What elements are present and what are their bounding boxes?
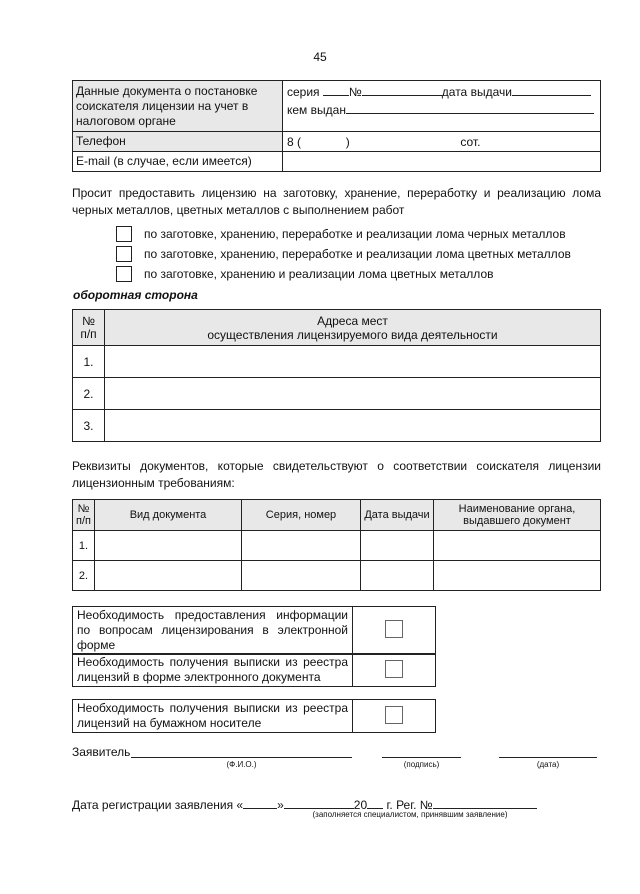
- org-cell[interactable]: [434, 561, 601, 591]
- need-checkbox[interactable]: [385, 706, 403, 724]
- option-checkbox[interactable]: [116, 226, 132, 242]
- applicant-label: Заявитель: [72, 745, 131, 759]
- year-prefix: 20: [353, 798, 368, 812]
- signature-caption: (подпись): [403, 760, 440, 769]
- option-checkbox[interactable]: [116, 266, 132, 282]
- address-cell[interactable]: [105, 346, 601, 378]
- need-label: Необходимость предоставления информации по вопросам лицензирования в электронной форме: [73, 607, 353, 655]
- need-checkbox-cell[interactable]: [353, 654, 436, 687]
- reg-month-field[interactable]: [284, 797, 354, 809]
- col-num-header: № п/п: [73, 500, 95, 531]
- date-line[interactable]: [499, 757, 597, 758]
- tax-doc-fields: [283, 81, 601, 132]
- number-field[interactable]: [362, 84, 442, 96]
- fio-line[interactable]: [131, 757, 352, 758]
- col-org-header: Наименование органа, выдавшего документ: [434, 500, 601, 531]
- need-checkbox[interactable]: [385, 620, 403, 638]
- signature-line[interactable]: [382, 757, 461, 758]
- reg-number-field[interactable]: [433, 797, 537, 809]
- option-label: по заготовке, хранению, переработке и реализации лома цветных металлов: [144, 247, 571, 261]
- need-label: Необходимость получения выписки из реестра лицензий в форме электронного документа: [73, 654, 353, 687]
- seria-field[interactable]: [323, 84, 349, 96]
- need-label: Необходимость получения выписки из реестра лицензий на бумажном носителе: [73, 700, 353, 733]
- doc-type-cell[interactable]: [95, 531, 242, 561]
- issued-by-field[interactable]: [346, 102, 594, 114]
- phone-label: Телефон: [73, 132, 283, 152]
- need-electronic-info: [72, 606, 436, 655]
- col-num-header: № п/п: [73, 310, 105, 346]
- need-electronic-extract: [72, 653, 436, 687]
- col-series-header: Серия, номер: [242, 500, 361, 531]
- phone-field[interactable]: [283, 132, 601, 152]
- year-suffix: г.: [386, 798, 393, 812]
- number-label: №: [348, 85, 362, 99]
- option-label: по заготовке, хранению, переработке и реализации лома черных металлов: [144, 227, 566, 241]
- date-cell[interactable]: [361, 561, 434, 591]
- seria-label: серия: [287, 85, 320, 99]
- request-text: Просит предоставить лицензию на заготовку, хранение, переработку и реализацию лома черных металлов, цветных металлов с выполнением работ: [72, 186, 601, 217]
- date-cell[interactable]: [361, 531, 434, 561]
- col-address-header: Адреса мест осуществления лицензируемого вида деятельности: [105, 310, 601, 346]
- fio-caption: (Ф.И.О.): [226, 760, 257, 769]
- option-row: [116, 265, 494, 283]
- phone-close: ): [345, 134, 350, 149]
- option-checkbox[interactable]: [116, 246, 132, 262]
- row-number: 1.: [73, 531, 95, 561]
- addresses-table: [72, 309, 601, 442]
- phone-prefix: 8 (: [287, 134, 302, 149]
- requisites-text: Реквизиты документов, которые свидетельствуют о соответствии соискателя лицензии лицензионным требованиям:: [72, 459, 601, 490]
- reg-year-field[interactable]: [367, 797, 383, 809]
- documents-table: [72, 499, 601, 591]
- registration-label: Дата регистрации заявления «: [72, 798, 244, 812]
- issued-by-label: кем выдан: [287, 103, 346, 117]
- doc-type-cell[interactable]: [95, 561, 242, 591]
- col-date-header: Дата выдачи: [361, 500, 434, 531]
- row-number: 3.: [73, 410, 105, 442]
- col-doc-type-header: Вид документа: [95, 500, 242, 531]
- need-checkbox-cell[interactable]: [353, 700, 436, 733]
- option-row: [116, 225, 566, 243]
- row-number: 1.: [73, 346, 105, 378]
- need-paper-extract: [72, 699, 436, 733]
- applicant-data-table: [72, 80, 601, 172]
- row-number: 2.: [73, 378, 105, 410]
- registration-caption: (заполняется специалистом, принявшим заявление): [312, 810, 508, 819]
- need-checkbox-cell[interactable]: [353, 607, 436, 655]
- issue-date-field[interactable]: [512, 84, 591, 96]
- mobile-label: сот.: [460, 134, 481, 149]
- quote-close: »: [277, 798, 284, 812]
- option-label: по заготовке, хранению и реализации лома цветных металлов: [144, 267, 494, 281]
- series-cell[interactable]: [242, 531, 361, 561]
- tax-doc-label: Данные документа о постановке соискателя лицензии на учет в налоговом органе: [73, 81, 283, 132]
- date-caption: (дата): [536, 760, 560, 769]
- reverse-side-heading: оборотная сторона: [73, 288, 198, 302]
- reg-day-field[interactable]: [243, 797, 277, 809]
- email-field[interactable]: [283, 152, 601, 172]
- series-cell[interactable]: [242, 561, 361, 591]
- org-cell[interactable]: [434, 531, 601, 561]
- issue-date-label: дата выдачи: [441, 85, 512, 99]
- address-cell[interactable]: [105, 378, 601, 410]
- address-cell[interactable]: [105, 410, 601, 442]
- reg-number-label: Рег. №: [396, 798, 433, 812]
- option-row: [116, 245, 571, 263]
- email-label: E-mail (в случае, если имеется): [73, 152, 283, 172]
- need-checkbox[interactable]: [385, 660, 403, 678]
- page-number: 45: [313, 50, 327, 64]
- row-number: 2.: [73, 561, 95, 591]
